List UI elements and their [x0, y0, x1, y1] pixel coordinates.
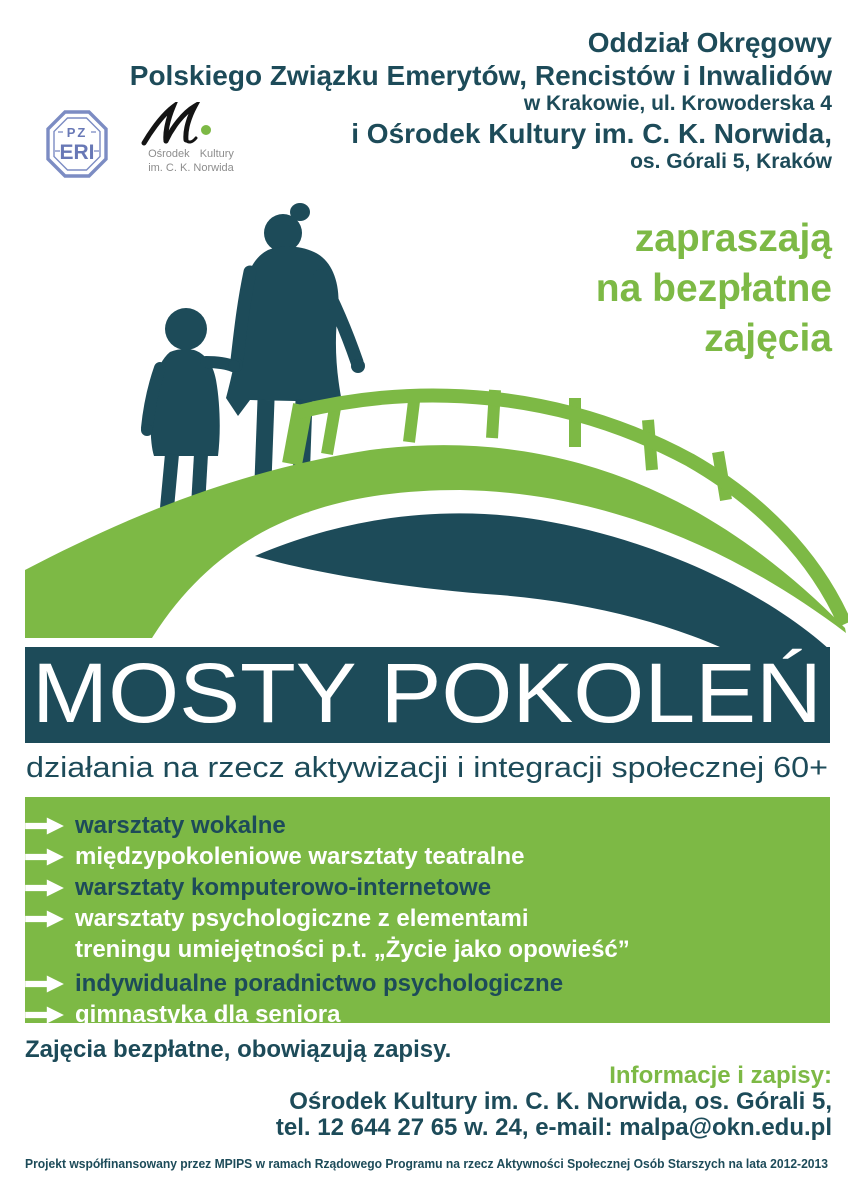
activity-item — [25, 969, 830, 999]
poster-title: MOSTY POKOLEŃ — [32, 647, 822, 740]
invite-line-2: na bezpłatne — [595, 267, 832, 310]
norwid-logo — [138, 102, 250, 186]
activity-label: gimnastyka dla seniora — [75, 1001, 341, 1028]
activity-item — [25, 904, 830, 934]
norwid-monogram-icon — [138, 102, 233, 148]
note-text: Zajęcia bezpłatne, obowiązują zapisy. — [25, 1036, 452, 1063]
contact-line-2: tel. 12 644 27 65 w. 24, e-mail: malpa@okn.edu.pl — [275, 1114, 832, 1141]
norwid-green-dot — [201, 125, 211, 135]
contact-line-1: Ośrodek Kultury im. C. K. Norwida, os. Górali 5, — [289, 1088, 832, 1115]
activity-label-line-2: treningu umiejętności p.t. „Życie jako opowieść” — [75, 936, 630, 963]
activities-panel — [25, 797, 830, 1028]
footer-wrap — [25, 1154, 830, 1174]
activity-item — [25, 873, 830, 903]
header-line-3: w Krakowie, ul. Krowoderska 4 — [523, 92, 832, 116]
pzeri-logo-bottom-text: ERI — [59, 141, 95, 164]
title-banner — [25, 647, 830, 743]
arrow-icon — [25, 848, 65, 866]
pzeri-logo-top-text: PZ — [66, 125, 88, 140]
header-line-2: Polskiego Związku Emerytów, Rencistów i Inwalidów — [129, 60, 832, 92]
activity-item — [25, 842, 830, 872]
activity-item — [25, 1000, 830, 1030]
activity-label: indywidualne poradnictwo psychologiczne — [75, 970, 564, 997]
contact-block — [132, 1063, 832, 1141]
subtitle-wrap — [25, 748, 830, 786]
header-line-4: i Ośrodek Kultury im. C. K. Norwida, — [351, 117, 832, 149]
norwid-logo-line-1: Ośrodek Kultury — [148, 148, 234, 160]
activity-label: warsztaty wokalne — [75, 812, 286, 839]
norwid-logo-text — [138, 148, 244, 176]
poster-subtitle: działania na rzecz aktywizacji i integracji społecznej 60+ — [26, 752, 828, 784]
activity-item-continuation — [25, 935, 830, 965]
norwid-logo-line-2: im. C. K. Norwida — [148, 161, 234, 174]
arrow-icon — [25, 879, 65, 897]
invite-line-3: zajęcia — [704, 317, 832, 360]
activity-label: warsztaty psychologiczne z elementami — [75, 905, 529, 932]
contact-heading: Informacje i zapisy: — [609, 1062, 832, 1089]
header-line-5: os. Górali 5, Kraków — [630, 149, 832, 173]
arrow-icon — [25, 910, 65, 928]
arrow-icon — [25, 975, 65, 993]
title-banner-svg — [25, 647, 830, 743]
arrow-icon — [25, 817, 65, 835]
activity-label: warsztaty komputerowo-internetowe — [75, 874, 492, 901]
arrow-icon — [25, 1006, 65, 1024]
pzeri-logo-icon — [46, 110, 108, 178]
invite-line-1: zapraszają — [634, 217, 832, 260]
activity-label: międzypokoleniowe warsztaty teatralne — [75, 843, 525, 870]
activity-item — [25, 811, 830, 841]
header-block — [12, 26, 832, 175]
header-line-1: Oddział Okręgowy — [587, 27, 832, 58]
footer-text: Projekt współfinansowany przez MPIPS w ramach Rządowego Programu na rzecz Aktywności Społecznej Osób Starszych na lata 2012-2013 — [25, 1156, 828, 1171]
